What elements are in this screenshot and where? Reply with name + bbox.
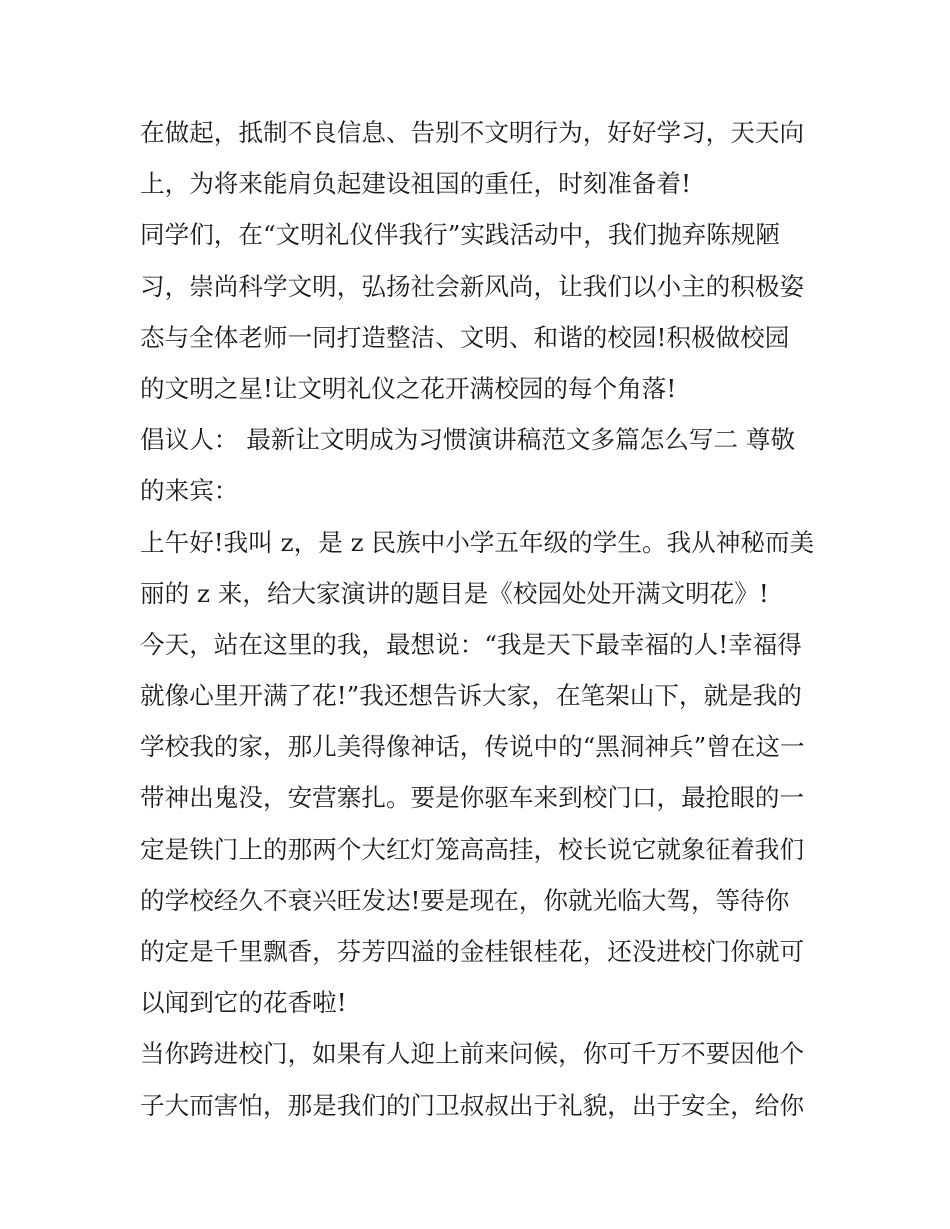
- text-line: 以闻到它的花香啦!: [140, 988, 347, 1018]
- text-line: 上，为将来能肩负起建设祖国的重任，时刻准备着!: [140, 169, 691, 199]
- text-line: 的来宾：: [140, 476, 239, 506]
- text-line: 的学校经久不衰兴旺发达!要是现在，你就光临大驾，等待你: [140, 885, 790, 915]
- text-line: 就像心里开满了花!”我还想告诉大家，在笔架山下，就是我的: [140, 681, 802, 711]
- text-line: 同学们，在“文明礼仪伴我行”实践活动中，我们抛弃陈规陋: [140, 220, 780, 250]
- text-line: 态与全体老师一同打造整洁、文明、和谐的校园!积极做校园: [140, 322, 790, 352]
- text-line: 子大而害怕，那是我们的门卫叔叔出于礼貌，出于安全，给你: [140, 1090, 805, 1120]
- text-line: 在做起，抵制不良信息、告别不文明行为，好好学习，天天向: [140, 118, 805, 147]
- text-line: 习，崇尚科学文明，弘扬社会新风尚，让我们以小主的积极姿: [140, 271, 805, 301]
- text-line: 的定是千里飘香，芬芳四溢的金桂银桂花，还没进校门你就可: [140, 937, 805, 966]
- text-line: 带神出鬼没，安营寨扎。要是你驱车来到校门口，最抢眼的一: [140, 783, 805, 813]
- text-line: 定是铁门上的那两个大红灯笼高高挂，校长说它就象征着我们: [140, 834, 805, 864]
- text-line: 学校我的家，那儿美得像神话，传说中的“黑洞神兵”曾在这一: [140, 732, 805, 762]
- text-line: 倡议人： 最新让文明成为习惯演讲稿范文多篇怎么写二 尊敬: [140, 425, 796, 455]
- document-body: [140, 107, 820, 1131]
- text-line: 丽的 z 来，给大家演讲的题目是《校园处处开满文明花》!: [140, 578, 769, 608]
- text-line: 当你跨进校门，如果有人迎上前来问候，你可千万不要因他个: [140, 1039, 805, 1069]
- text-line: 今天，站在这里的我，最想说：“我是天下最幸福的人!幸福得: [140, 629, 802, 659]
- text-line: 的文明之星!让文明礼仪之花开满校园的每个角落!: [140, 373, 677, 403]
- text-line: 上午好!我叫 z，是 z 民族中小学五年级的学生。我从神秘而美: [140, 527, 815, 557]
